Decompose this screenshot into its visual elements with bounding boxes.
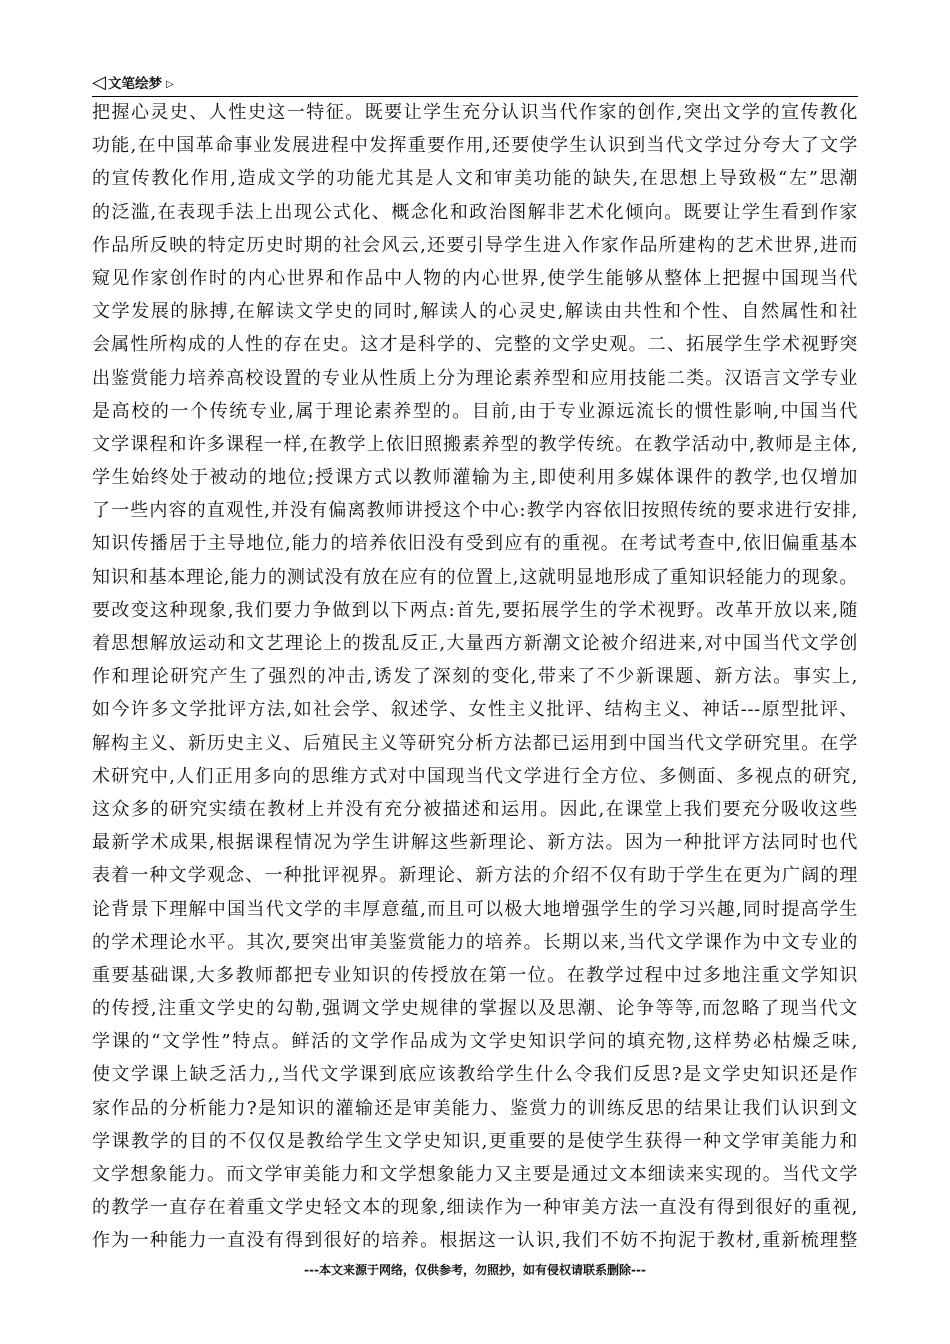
- footer-notice: ---本文来源于网络，仅供参考，勿照抄，如有侵权请联系删除---: [304, 1263, 646, 1277]
- left-triangle-icon: ◁: [92, 72, 106, 93]
- text-line: 学课教学的目的不仅仅是教给学生文学史知识,更重要的是使学生获得一种文学审美能力和: [92, 1130, 858, 1152]
- header-title: 文笔绘梦: [108, 76, 162, 92]
- text-line: 知识传播居于主导地位,能力的培养依旧没有受到应有的重视。在考试考查中,依旧偏重基本: [92, 533, 858, 555]
- text-line: 使文学课上缺乏活力,,当代文学课到底应该教给学生什么令我们反思?是文学史知识还是作: [92, 1064, 858, 1086]
- text-line: 家作品的分析能力?是知识的灌输还是审美能力、鉴赏力的训练反思的结果让我们认识到文: [92, 1097, 858, 1119]
- text-line: 把握心灵史、人性史这一特征。既要让学生充分认识当代作家的创作,突出文学的宣传教化: [92, 102, 858, 123]
- text-line: 的传授,注重文学史的勾勒,强调文学史规律的掌握以及思潮、论争等等,而忽略了现当代文: [92, 998, 858, 1020]
- text-line: 解构主义、新历史主义、后殖民主义等研究分析方法都已运用到中国当代文学研究里。在学: [92, 732, 858, 754]
- document-body: [92, 96, 858, 1258]
- text-line: 学课的“文学性”特点。鲜活的文学作品成为文学史知识学问的填充物,这样势必枯燥乏味,: [92, 1031, 858, 1053]
- text-line: 了一些内容的直观性,并没有偏离教师讲授这个中心:教学内容依旧按照传统的要求进行安排,: [92, 500, 858, 522]
- text-line: 会属性所构成的人性的存在史。这才是科学的、完整的文学史观。二、拓展学生学术视野突: [92, 334, 858, 356]
- text-line: 知识和基本理论,能力的测试没有放在应有的位置上,这就明显地形成了重知识轻能力的现象。: [92, 566, 858, 588]
- text-line: 文学发展的脉搏,在解读文学史的同时,解读人的心灵史,解读由共性和个性、自然属性和社: [92, 301, 858, 323]
- text-line: 作品所反映的特定历史时期的社会风云,还要引导学生进入作家作品所建构的艺术世界,进而: [92, 234, 858, 256]
- text-line: 窥见作家创作时的内心世界和作品中人物的内心世界,使学生能够从整体上把握中国现当代: [92, 267, 858, 289]
- text-line: 的学术理论水平。其次,要突出审美鉴赏能力的培养。长期以来,当代文学课作为中文专业的: [92, 931, 858, 953]
- right-triangle-icon: ▷: [166, 79, 174, 90]
- text-line: 最新学术成果,根据课程情况为学生讲解这些新理论、新方法。因为一种批评方法同时也代: [92, 832, 858, 854]
- text-line: 表着一种文学观念、一种批评视界。新理论、新方法的介绍不仅有助于学生在更为广阔的理: [92, 865, 858, 887]
- text-line: 术研究中,人们正用多向的思维方式对中国现当代文学进行全方位、多侧面、多视点的研究,: [92, 765, 858, 787]
- text-line: 作为一种能力一直没有得到很好的培养。根据这一认识,我们不妨不拘泥于教材,重新梳理整: [92, 1230, 858, 1252]
- text-line: 论背景下理解中国当代文学的丰厚意蕴,而且可以极大地增强学生的学习兴趣,同时提高学生: [92, 898, 858, 920]
- text-line: 重要基础课,大多教师都把专业知识的传授放在第一位。在教学过程中过多地注重文学知识: [92, 964, 858, 986]
- text-line: 的宣传教化作用,造成文学的功能尤其是人文和审美功能的缺失,在思想上导致极“左”思潮: [92, 168, 858, 190]
- text-line: 的泛滥,在表现手法上出现公式化、概念化和政治图解非艺术化倾向。既要让学生看到作家: [92, 201, 858, 223]
- text-line: 这众多的研究实绩在教材上并没有充分被描述和运用。因此,在课堂上我们要充分吸收这些: [92, 798, 858, 820]
- text-line: 学生始终处于被动的地位;授课方式以教师灌输为主,即使利用多媒体课件的教学,也仅增加: [92, 467, 858, 489]
- text-line: 的教学一直存在着重文学史轻文本的现象,细读作为一种审美方法一直没有得到很好的重视,: [92, 1197, 858, 1219]
- text-line: 文学想象能力。而文学审美能力和文学想象能力又主要是通过文本细读来实现的。当代文学: [92, 1164, 858, 1185]
- text-line: 是高校的一个传统专业,属于理论素养型的。目前,由于专业源远流长的惯性影响,中国当代: [92, 400, 858, 422]
- page-header: [92, 74, 858, 97]
- text-line: 如今许多文学批评方法,如社会学、叙述学、女性主义批评、结构主义、神话---原型批评、: [92, 699, 858, 721]
- text-line: 出鉴赏能力培养高校设置的专业从性质上分为理论素养型和应用技能二类。汉语言文学专业: [92, 367, 858, 389]
- text-line: 要改变这种现象,我们要力争做到以下两点:首先,要拓展学生的学术视野。改革开放以来,随: [92, 599, 858, 621]
- text-line: 功能,在中国革命事业发展进程中发挥重要作用,还要使学生认识到当代文学过分夸大了文学: [92, 135, 858, 157]
- text-line: 着思想解放运动和文艺理论上的拨乱反正,大量西方新潮文论被介绍进来,对中国当代文学创: [92, 633, 858, 654]
- text-line: 文学课程和许多课程一样,在教学上依旧照搬素养型的教学传统。在教学活动中,教师是主体,: [92, 433, 858, 455]
- text-line: 作和理论研究产生了强烈的冲击,诱发了深刻的变化,带来了不少新课题、新方法。事实上,: [92, 666, 858, 688]
